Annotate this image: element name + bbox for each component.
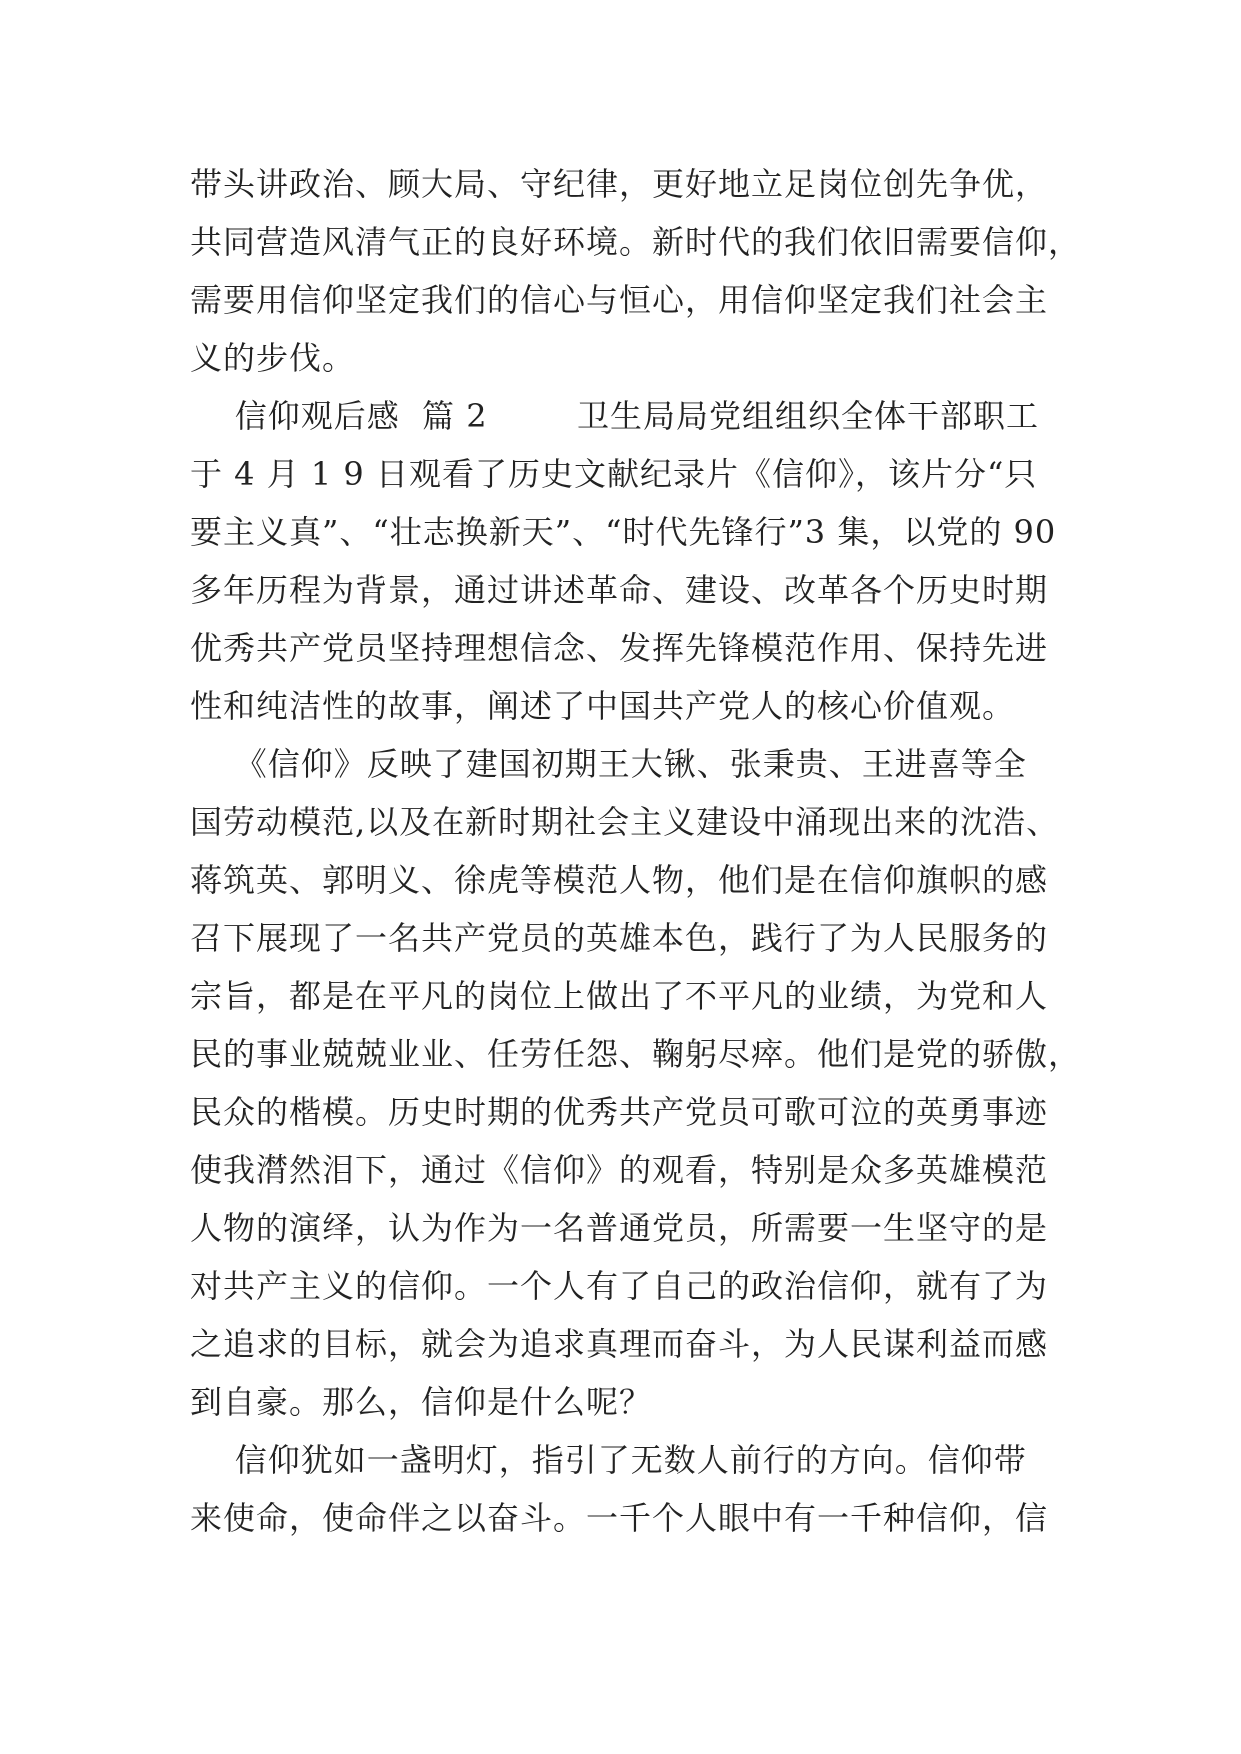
- text-line: 召下展现了一名共产党员的英雄本色，践行了为人民服务的: [190, 919, 1049, 957]
- text-line: 带头讲政治、顾大局、守纪律，更好地立足岗位创先争优，: [190, 165, 1049, 203]
- text-line: 使我潸然泪下，通过《信仰》的观看，特别是众多英雄模范: [190, 1151, 1049, 1189]
- text-line: 来使命，使命伴之以奋斗。一千个人眼中有一千种信仰，信: [190, 1499, 1049, 1537]
- section-heading-line: 信仰观后感 篇 2 卫生局局党组组织全体干部职工: [190, 397, 1039, 435]
- text-line: 需要用信仰坚定我们的信心与恒心，用信仰坚定我们社会主: [190, 281, 1049, 319]
- document-body: [190, 155, 1130, 1547]
- paragraph-start-line: 信仰犹如一盏明灯，指引了无数人前行的方向。信仰带: [190, 1441, 1027, 1479]
- text-line: 宗旨，都是在平凡的岗位上做出了不平凡的业绩，为党和人: [190, 977, 1049, 1015]
- text-line: 优秀共产党员坚持理想信念、发挥先锋模范作用、保持先进: [190, 629, 1049, 667]
- text-line: 义的步伐。: [190, 339, 356, 377]
- text-line: 蒋筑英、郭明义、徐虎等模范人物，他们是在信仰旗帜的感: [190, 861, 1049, 899]
- text-line: 对共产主义的信仰。一个人有了自己的政治信仰，就有了为: [190, 1267, 1049, 1305]
- text-line: 性和纯洁性的故事，阐述了中国共产党人的核心价值观。: [190, 687, 1016, 725]
- text-line: 之追求的目标，就会为追求真理而奋斗，为人民谋利益而感: [190, 1325, 1049, 1363]
- paragraph-start-line: 《信仰》反映了建国初期王大锹、张秉贵、王进喜等全: [190, 745, 1027, 783]
- text-line: 于 4 月 1 9 日观看了历史文献纪录片《信仰》，该片分“只: [190, 455, 1038, 493]
- text-line: 到自豪。那么，信仰是什么呢？: [190, 1383, 653, 1421]
- text-line: 国劳动模范,以及在新时期社会主义建设中涌现出来的沈浩、: [190, 803, 1060, 841]
- text-line: 共同营造风清气正的良好环境。新时代的我们依旧需要信仰，: [190, 223, 1082, 261]
- text-line: 多年历程为背景，通过讲述革命、建设、改革各个历史时期: [190, 571, 1049, 609]
- text-line: 要主义真”、“壮志换新天”、“时代先锋行”3 集，以党的 90: [190, 513, 1057, 551]
- text-line: 民众的楷模。历史时期的优秀共产党员可歌可泣的英勇事迹: [190, 1093, 1049, 1131]
- text-line: 民的事业兢兢业业、任劳任怨、鞠躬尽瘁。他们是党的骄傲，: [190, 1035, 1082, 1073]
- text-line: 人物的演绎，认为作为一名普通党员，所需要一生坚守的是: [190, 1209, 1049, 1247]
